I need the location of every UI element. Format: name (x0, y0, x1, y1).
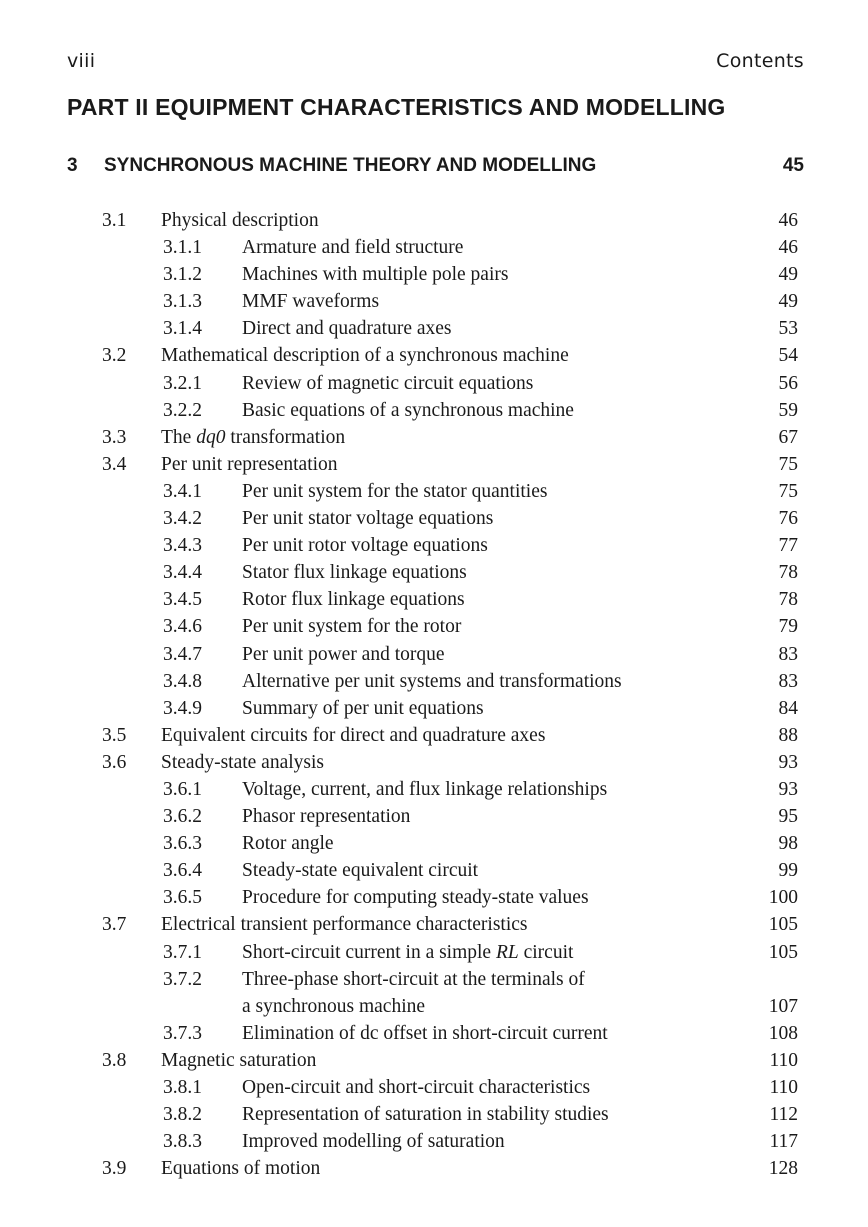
toc-subsection-entry[interactable] (0, 397, 868, 424)
toc-entry-number: 3.4.5 (163, 589, 202, 611)
toc-entry-title: Three-phase short-circuit at the terminals of (242, 968, 585, 990)
toc-entry-page: 75 (778, 453, 798, 475)
toc-entry-page: 83 (778, 643, 798, 665)
toc-entry-title: Open-circuit and short-circuit characteristics (242, 1077, 591, 1098)
toc-entry-title: MMF waveforms (242, 291, 380, 313)
toc-entry-number: 3.4.9 (163, 697, 202, 719)
toc-entry-title: Review of magnetic circuit equations (242, 372, 534, 394)
toc-entry-number: 3.7.2 (163, 968, 202, 990)
toc-title-text: transformation (225, 426, 346, 448)
toc-entry-page: 98 (778, 833, 798, 855)
toc-entry-page: 110 (769, 1077, 798, 1098)
toc-entry-title: Per unit representation (161, 453, 338, 475)
toc-subsection-entry[interactable] (0, 993, 868, 1020)
toc-section-entry[interactable] (0, 1155, 868, 1182)
toc-entry-page: 54 (778, 345, 798, 367)
toc-entry-page: 78 (778, 589, 798, 611)
toc-entry-title: a synchronous machine (242, 995, 426, 1017)
toc-section-entry[interactable] (0, 911, 868, 938)
toc-entry-page: 83 (778, 670, 798, 692)
toc-subsection-entry[interactable] (0, 586, 868, 613)
toc-entry-number: 3.6.4 (163, 860, 202, 882)
toc-entry-page: 84 (778, 697, 798, 719)
toc-entry-page: 112 (769, 1104, 798, 1126)
toc-entry-number: 3.8.1 (163, 1077, 202, 1098)
toc-subsection-entry[interactable] (0, 613, 868, 640)
toc-entry-title: Basic equations of a synchronous machine (242, 399, 574, 421)
toc-entry-title: Rotor angle (242, 833, 334, 855)
toc-entry-page: 46 (778, 210, 798, 231)
toc-entry-title: Machines with multiple pole pairs (242, 264, 509, 286)
toc-entry-title: Alternative per unit systems and transformations (242, 670, 622, 692)
toc-entry-page: 93 (778, 751, 798, 773)
running-head: Contents (716, 50, 804, 72)
toc-section-entry[interactable] (0, 722, 868, 749)
toc-entry-number: 3.8 (102, 1049, 127, 1071)
toc-entry-page: 108 (768, 1022, 798, 1044)
toc-entry-number: 3.4.6 (163, 616, 202, 638)
toc-entry-title: Voltage, current, and flux linkage relationships (242, 778, 608, 800)
chapter-number: 3 (67, 155, 78, 176)
toc-title-italic: dq0 (196, 426, 226, 448)
toc-entry-page: 75 (778, 480, 798, 502)
toc-entry-number: 3.1.3 (163, 291, 202, 313)
toc-entry-title (161, 424, 345, 451)
toc-subsection-entry[interactable] (0, 884, 868, 911)
part-title: PART II EQUIPMENT CHARACTERISTICS AND MODELLING (67, 94, 726, 120)
toc-entry-number: 3.6.3 (163, 833, 202, 855)
toc-subsection-entry[interactable] (0, 776, 868, 803)
toc-entry-title: Steady-state equivalent circuit (242, 860, 479, 882)
toc-entry-title: Armature and field structure (242, 237, 464, 259)
toc-entry-number: 3.6.5 (163, 887, 202, 909)
toc-entry-number: 3.6.2 (163, 806, 202, 828)
toc-entry-page: 49 (778, 264, 798, 286)
toc-subsection-entry[interactable] (0, 1074, 868, 1101)
toc-entry-number: 3.4 (102, 453, 127, 475)
toc-entry-page: 99 (778, 860, 798, 882)
toc-entry-page: 93 (778, 778, 798, 800)
toc-entry-number: 3.7.1 (163, 941, 202, 963)
toc-entry-page: 76 (778, 508, 798, 530)
toc-entry-title: Phasor representation (242, 806, 411, 828)
toc-subsection-entry[interactable] (0, 1101, 868, 1128)
toc-entry-title: Equivalent circuits for direct and quadrature axes (161, 724, 546, 746)
toc-entry-number: 3.4.8 (163, 670, 202, 692)
toc-entry-page: 53 (778, 318, 798, 340)
toc-subsection-entry[interactable] (0, 234, 868, 261)
toc-subsection-entry[interactable] (0, 1020, 868, 1047)
toc-entry-number: 3.8.3 (163, 1131, 202, 1153)
toc-entry-page: 117 (769, 1131, 798, 1153)
toc-entry-number: 3.4.1 (163, 480, 202, 502)
toc-entry-number: 3.3 (102, 426, 127, 448)
toc-entry-page: 78 (778, 562, 798, 584)
toc-entry-number: 3.4.7 (163, 643, 202, 665)
toc-title-italic: RL (495, 941, 519, 963)
toc-entry-title: Procedure for computing steady-state values (242, 887, 589, 909)
toc-entry-number: 3.1.1 (163, 237, 202, 259)
toc-subsection-entry[interactable] (0, 532, 868, 559)
toc-entry-number: 3.7 (102, 914, 127, 936)
toc-entry-title: Per unit stator voltage equations (242, 508, 494, 530)
toc-title-text: circuit (518, 941, 574, 963)
toc-entry-page: 77 (778, 535, 798, 557)
page-number-label: viii (67, 50, 96, 72)
toc-entry-number: 3.8.2 (163, 1104, 202, 1126)
toc-subsection-entry[interactable] (0, 857, 868, 884)
toc-entry-number: 3.6.1 (163, 778, 202, 800)
toc-entry-number: 3.1 (102, 210, 127, 231)
toc-subsection-entry[interactable] (0, 315, 868, 342)
toc-entry-number: 3.1.2 (163, 264, 202, 286)
toc-entry-number: 3.4.3 (163, 535, 202, 557)
toc-subsection-entry[interactable] (0, 668, 868, 695)
toc-entry-title: Physical description (161, 210, 319, 231)
toc-entry-title: Stator flux linkage equations (242, 562, 467, 584)
toc-entry-title (242, 939, 573, 966)
toc-entry-number: 3.9 (102, 1158, 127, 1180)
toc-entry-page: 49 (778, 291, 798, 313)
toc-entry-page: 100 (768, 887, 798, 909)
toc-entry-number: 3.6 (102, 751, 127, 773)
toc-entry-title: Electrical transient performance characteristics (161, 914, 528, 936)
toc-entry-page: 128 (768, 1158, 798, 1180)
toc-entry-title: Direct and quadrature axes (242, 318, 452, 340)
toc-entry-title: Magnetic saturation (161, 1049, 317, 1071)
toc-list (0, 207, 868, 1182)
toc-entry-page: 46 (778, 237, 798, 259)
toc-title-text: Short-circuit current in a simple (242, 941, 496, 963)
toc-entry-page: 59 (778, 399, 798, 421)
toc-subsection-entry[interactable] (0, 559, 868, 586)
toc-entry-title: Rotor flux linkage equations (242, 589, 465, 611)
toc-subsection-entry[interactable] (0, 803, 868, 830)
chapter-entry[interactable] (67, 155, 804, 181)
chapter-title: SYNCHRONOUS MACHINE THEORY AND MODELLING (104, 155, 597, 176)
toc-entry-page: 79 (778, 616, 798, 638)
toc-section-entry[interactable] (0, 342, 868, 369)
toc-entry-page: 67 (778, 426, 798, 448)
toc-entry-number: 3.1.4 (163, 318, 202, 340)
toc-subsection-entry[interactable] (0, 478, 868, 505)
toc-entry-title: Equations of motion (161, 1158, 321, 1180)
toc-entry-title: Mathematical description of a synchronous machine (161, 345, 569, 367)
toc-subsection-entry[interactable] (0, 1128, 868, 1155)
toc-subsection-entry[interactable] (0, 939, 868, 966)
toc-entry-page: 107 (768, 995, 798, 1017)
toc-entry-page: 88 (778, 724, 798, 746)
toc-entry-title: Elimination of dc offset in short-circuit current (242, 1022, 608, 1044)
toc-entry-title: Summary of per unit equations (242, 697, 484, 719)
toc-title-text: The (161, 426, 197, 448)
toc-entry-title: Per unit system for the rotor (242, 616, 462, 638)
toc-entry-page: 105 (768, 914, 798, 936)
toc-entry-title: Steady-state analysis (161, 751, 324, 773)
toc-entry-title: Per unit power and torque (242, 643, 445, 665)
toc-entry-number: 3.2.1 (163, 372, 202, 394)
toc-entry-number: 3.7.3 (163, 1022, 202, 1044)
toc-entry-title: Per unit rotor voltage equations (242, 535, 488, 557)
toc-subsection-entry[interactable] (0, 505, 868, 532)
toc-entry-number: 3.2.2 (163, 399, 202, 421)
toc-section-entry[interactable] (0, 749, 868, 776)
toc-section-entry[interactable] (0, 207, 868, 234)
toc-section-entry[interactable] (0, 1047, 868, 1074)
toc-entry-number: 3.4.2 (163, 508, 202, 530)
toc-entry-page: 95 (778, 806, 798, 828)
toc-section-entry[interactable] (0, 424, 868, 451)
toc-entry-title: Representation of saturation in stability studies (242, 1104, 609, 1126)
toc-subsection-entry[interactable] (0, 370, 868, 397)
toc-subsection-entry[interactable] (0, 830, 868, 857)
toc-entry-number: 3.5 (102, 724, 127, 746)
chapter-page: 45 (782, 155, 804, 176)
toc-entry-page: 105 (768, 941, 798, 963)
toc-subsection-entry[interactable] (0, 966, 868, 993)
toc-section-entry[interactable] (0, 451, 868, 478)
toc-entry-title: Per unit system for the stator quantities (242, 480, 548, 502)
toc-subsection-entry[interactable] (0, 641, 868, 668)
toc-entry-title: Improved modelling of saturation (242, 1131, 505, 1153)
toc-entry-number: 3.2 (102, 345, 127, 367)
toc-entry-page: 56 (778, 372, 798, 394)
toc-subsection-entry[interactable] (0, 288, 868, 315)
toc-subsection-entry[interactable] (0, 695, 868, 722)
toc-entry-page: 110 (769, 1049, 798, 1071)
toc-entry-number: 3.4.4 (163, 562, 202, 584)
toc-subsection-entry[interactable] (0, 261, 868, 288)
